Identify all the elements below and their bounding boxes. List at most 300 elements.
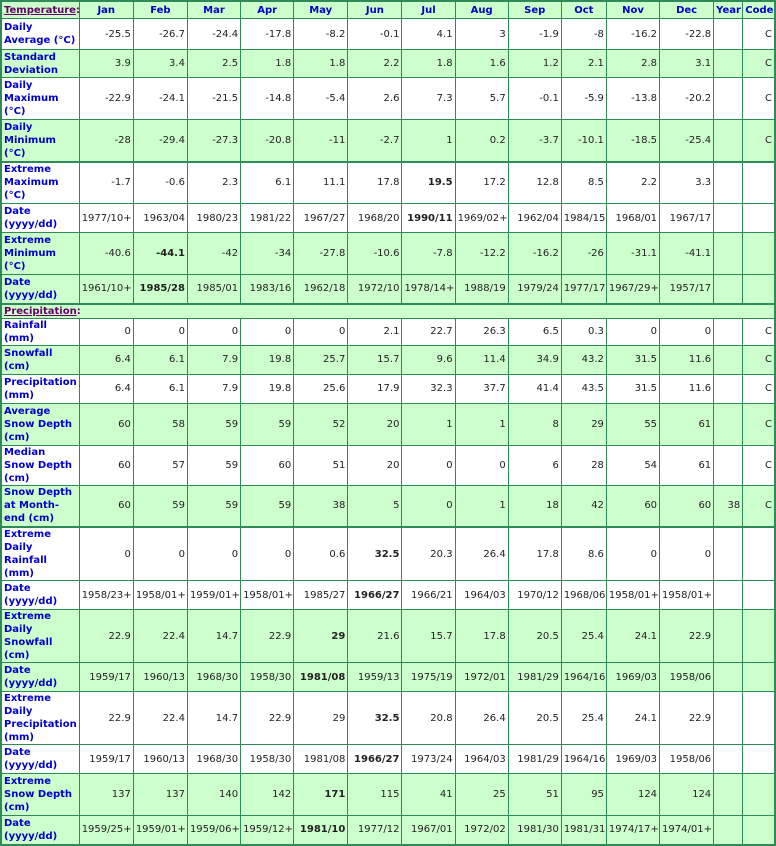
cell-may: 29 — [294, 692, 348, 745]
cell-nov: 0 — [606, 318, 659, 345]
cell-may: -8.2 — [294, 19, 348, 50]
cell-mar: 59 — [187, 445, 240, 485]
cell-may: -27.8 — [294, 233, 348, 275]
table-row — [1, 445, 775, 485]
cell-nov: 31.5 — [606, 345, 659, 374]
cell-feb: 22.4 — [133, 692, 187, 745]
cell-feb: 59 — [133, 485, 187, 527]
cell-may: 11.1 — [294, 162, 348, 204]
cell-feb: -0.6 — [133, 162, 187, 204]
cell-dec: 3.3 — [660, 162, 714, 204]
cell-jun: 15.7 — [348, 345, 402, 374]
cell-code — [743, 204, 775, 233]
cell-aug: 17.2 — [455, 162, 508, 204]
cell-oct: 1964/16 — [561, 663, 606, 692]
cell-apr: 1.8 — [241, 50, 294, 78]
cell-feb: 0 — [133, 527, 187, 581]
cell-apr: 0 — [241, 318, 294, 345]
cell-sep: 1979/24 — [508, 275, 561, 304]
cell-code: C — [743, 318, 775, 345]
cell-sep: 12.8 — [508, 162, 561, 204]
col-feb: Feb — [133, 1, 187, 19]
cell-oct: 1968/06 — [561, 581, 606, 610]
cell-jan: 1977/10+ — [79, 204, 133, 233]
table-row — [1, 581, 775, 610]
cell-apr: 1958/01+ — [241, 581, 294, 610]
cell-year — [714, 233, 743, 275]
cell-feb: 57 — [133, 445, 187, 485]
cell-jan: 22.9 — [79, 610, 133, 663]
cell-aug: -12.2 — [455, 233, 508, 275]
cell-jun: 20 — [348, 445, 402, 485]
cell-jul: 1966/21 — [402, 581, 455, 610]
cell-nov: 124 — [606, 774, 659, 816]
row-label: Daily Average (°C) — [1, 19, 79, 50]
cell-aug: 1964/03 — [455, 581, 508, 610]
cell-mar: -24.4 — [187, 19, 240, 50]
cell-jun: -0.1 — [348, 19, 402, 50]
col-nov: Nov — [606, 1, 659, 19]
cell-jan: 3.9 — [79, 50, 133, 78]
cell-nov: 31.5 — [606, 374, 659, 403]
cell-aug: 11.4 — [455, 345, 508, 374]
cell-aug: 1969/02+ — [455, 204, 508, 233]
cell-year — [714, 120, 743, 162]
cell-dec: 22.9 — [660, 692, 714, 745]
cell-oct: 29 — [561, 403, 606, 445]
cell-may: 1981/10 — [294, 816, 348, 845]
cell-jan: 22.9 — [79, 692, 133, 745]
cell-may: 52 — [294, 403, 348, 445]
cell-year — [714, 78, 743, 120]
table-row — [1, 162, 775, 204]
cell-year — [714, 610, 743, 663]
cell-sep: -0.1 — [508, 78, 561, 120]
row-label: Extreme Minimum (°C) — [1, 233, 79, 275]
cell-feb: -26.7 — [133, 19, 187, 50]
cell-nov: -18.5 — [606, 120, 659, 162]
cell-aug: 26.4 — [455, 527, 508, 581]
header-row — [1, 1, 775, 19]
cell-dec: -25.4 — [660, 120, 714, 162]
cell-sep: 1981/29 — [508, 663, 561, 692]
cell-aug: 1.6 — [455, 50, 508, 78]
cell-code: C — [743, 50, 775, 78]
cell-code — [743, 581, 775, 610]
cell-year — [714, 745, 743, 774]
cell-oct: 25.4 — [561, 610, 606, 663]
cell-mar: 1968/30 — [187, 745, 240, 774]
cell-sep: 1981/30 — [508, 816, 561, 845]
cell-code — [743, 610, 775, 663]
table-row — [1, 663, 775, 692]
col-jul: Jul — [402, 1, 455, 19]
cell-dec: -22.8 — [660, 19, 714, 50]
cell-jul: 0 — [402, 445, 455, 485]
cell-jan: 1958/23+ — [79, 581, 133, 610]
cell-nov: -31.1 — [606, 233, 659, 275]
cell-year — [714, 275, 743, 304]
cell-oct: 1977/17 — [561, 275, 606, 304]
cell-feb: 1985/28 — [133, 275, 187, 304]
cell-nov: 2.2 — [606, 162, 659, 204]
cell-may: 0.6 — [294, 527, 348, 581]
cell-sep: -1.9 — [508, 19, 561, 50]
row-label: Standard Deviation — [1, 50, 79, 78]
cell-feb: 58 — [133, 403, 187, 445]
table-row — [1, 816, 775, 845]
cell-jul: 9.6 — [402, 345, 455, 374]
cell-nov: 0 — [606, 527, 659, 581]
col-jan: Jan — [79, 1, 133, 19]
cell-jul: 32.3 — [402, 374, 455, 403]
row-label: Date (yyyy/dd) — [1, 663, 79, 692]
cell-apr: 142 — [241, 774, 294, 816]
col-aug: Aug — [455, 1, 508, 19]
cell-sep: 41.4 — [508, 374, 561, 403]
cell-oct: 28 — [561, 445, 606, 485]
cell-jul: 1.8 — [402, 50, 455, 78]
cell-mar: 14.7 — [187, 610, 240, 663]
cell-mar: 0 — [187, 318, 240, 345]
table-row — [1, 120, 775, 162]
cell-feb: 1959/01+ — [133, 816, 187, 845]
col-sep: Sep — [508, 1, 561, 19]
cell-aug: 1 — [455, 485, 508, 527]
table-row — [1, 745, 775, 774]
cell-apr: 22.9 — [241, 692, 294, 745]
cell-aug: 0 — [455, 445, 508, 485]
cell-nov: 60 — [606, 485, 659, 527]
cell-dec: -20.2 — [660, 78, 714, 120]
table-row — [1, 233, 775, 275]
cell-sep: 1981/29 — [508, 745, 561, 774]
cell-feb: -24.1 — [133, 78, 187, 120]
cell-year — [714, 581, 743, 610]
cell-jun: -2.7 — [348, 120, 402, 162]
cell-jul: 1 — [402, 120, 455, 162]
cell-aug: 25 — [455, 774, 508, 816]
cell-apr: 60 — [241, 445, 294, 485]
cell-nov: 1974/17+ — [606, 816, 659, 845]
cell-jun: 1968/20 — [348, 204, 402, 233]
table-row — [1, 403, 775, 445]
cell-code — [743, 527, 775, 581]
cell-sep: 34.9 — [508, 345, 561, 374]
cell-oct: 43.5 — [561, 374, 606, 403]
cell-may: 51 — [294, 445, 348, 485]
cell-jul: 22.7 — [402, 318, 455, 345]
row-label: Date (yyyy/dd) — [1, 745, 79, 774]
cell-sep: 51 — [508, 774, 561, 816]
row-label: Extreme Snow Depth (cm) — [1, 774, 79, 816]
cell-dec: 61 — [660, 403, 714, 445]
table-row — [1, 610, 775, 663]
cell-jun: 20 — [348, 403, 402, 445]
table-row — [1, 19, 775, 50]
cell-feb: -29.4 — [133, 120, 187, 162]
cell-jul: 1967/01 — [402, 816, 455, 845]
cell-aug: 1964/03 — [455, 745, 508, 774]
cell-mar: 59 — [187, 403, 240, 445]
col-jun: Jun — [348, 1, 402, 19]
cell-may: 38 — [294, 485, 348, 527]
cell-may: 29 — [294, 610, 348, 663]
cell-year — [714, 403, 743, 445]
cell-mar: -42 — [187, 233, 240, 275]
cell-jan: -40.6 — [79, 233, 133, 275]
col-mar: Mar — [187, 1, 240, 19]
cell-nov: 1969/03 — [606, 663, 659, 692]
cell-feb: 1963/04 — [133, 204, 187, 233]
cell-jan: 1959/17 — [79, 745, 133, 774]
row-label: Date (yyyy/dd) — [1, 816, 79, 845]
cell-mar: 1959/06+ — [187, 816, 240, 845]
row-label: Daily Minimum (°C) — [1, 120, 79, 162]
cell-year — [714, 318, 743, 345]
cell-jul: 0 — [402, 485, 455, 527]
cell-mar: -27.3 — [187, 120, 240, 162]
cell-oct: 43.2 — [561, 345, 606, 374]
cell-jun: -10.6 — [348, 233, 402, 275]
cell-sep: 17.8 — [508, 527, 561, 581]
cell-year — [714, 527, 743, 581]
cell-mar: 1985/01 — [187, 275, 240, 304]
cell-code — [743, 663, 775, 692]
cell-jan: 1959/25+ — [79, 816, 133, 845]
cell-aug: 1972/01 — [455, 663, 508, 692]
cell-apr: 1959/12+ — [241, 816, 294, 845]
cell-jan: 1959/17 — [79, 663, 133, 692]
cell-nov: 1967/29+ — [606, 275, 659, 304]
cell-jun: 5 — [348, 485, 402, 527]
precipitation-section-row — [1, 304, 775, 319]
cell-dec: 1967/17 — [660, 204, 714, 233]
cell-nov: 24.1 — [606, 610, 659, 663]
cell-year — [714, 663, 743, 692]
cell-oct: 0.3 — [561, 318, 606, 345]
temperature-body — [1, 19, 775, 304]
cell-code — [743, 275, 775, 304]
cell-sep: -16.2 — [508, 233, 561, 275]
cell-nov: 1969/03 — [606, 745, 659, 774]
cell-year — [714, 50, 743, 78]
row-label: Date (yyyy/dd) — [1, 581, 79, 610]
cell-feb: 3.4 — [133, 50, 187, 78]
cell-sep: 1.2 — [508, 50, 561, 78]
cell-jan: 6.4 — [79, 345, 133, 374]
cell-jan: -22.9 — [79, 78, 133, 120]
cell-dec: 3.1 — [660, 50, 714, 78]
cell-jun: 21.6 — [348, 610, 402, 663]
cell-jan: 60 — [79, 485, 133, 527]
cell-dec: 1974/01+ — [660, 816, 714, 845]
cell-apr: 59 — [241, 485, 294, 527]
cell-sep: 6.5 — [508, 318, 561, 345]
cell-jun: 2.6 — [348, 78, 402, 120]
cell-feb: 1960/13 — [133, 663, 187, 692]
row-label: Average Snow Depth (cm) — [1, 403, 79, 445]
cell-code: C — [743, 374, 775, 403]
cell-apr: 6.1 — [241, 162, 294, 204]
cell-dec: 1958/06 — [660, 663, 714, 692]
cell-feb: -44.1 — [133, 233, 187, 275]
precipitation-body — [1, 304, 775, 845]
cell-dec: 60 — [660, 485, 714, 527]
temperature-link[interactable]: Temperature — [4, 4, 76, 16]
cell-code — [743, 692, 775, 745]
cell-jan: 6.4 — [79, 374, 133, 403]
cell-code — [743, 745, 775, 774]
precipitation-link[interactable]: Precipitation — [4, 305, 77, 317]
cell-jul: 19.5 — [402, 162, 455, 204]
cell-may: -5.4 — [294, 78, 348, 120]
cell-aug: 3 — [455, 19, 508, 50]
col-dec: Dec — [660, 1, 714, 19]
cell-code: C — [743, 445, 775, 485]
cell-mar: 140 — [187, 774, 240, 816]
cell-jan: -25.5 — [79, 19, 133, 50]
cell-mar: 2.5 — [187, 50, 240, 78]
row-label: Median Snow Depth (cm) — [1, 445, 79, 485]
cell-dec: 11.6 — [660, 345, 714, 374]
cell-oct: 8.5 — [561, 162, 606, 204]
col-code: Code — [743, 1, 775, 19]
cell-feb: 6.1 — [133, 374, 187, 403]
cell-mar: 7.9 — [187, 345, 240, 374]
cell-apr: 0 — [241, 527, 294, 581]
cell-mar: 1968/30 — [187, 663, 240, 692]
cell-jan: 60 — [79, 445, 133, 485]
row-label: Extreme Maximum (°C) — [1, 162, 79, 204]
cell-may: -11 — [294, 120, 348, 162]
row-label: Rainfall (mm) — [1, 318, 79, 345]
table-row — [1, 692, 775, 745]
cell-jul: 20.8 — [402, 692, 455, 745]
cell-feb: 1960/13 — [133, 745, 187, 774]
col-year: Year — [714, 1, 743, 19]
cell-year — [714, 204, 743, 233]
cell-dec: 11.6 — [660, 374, 714, 403]
cell-sep: 6 — [508, 445, 561, 485]
cell-sep: 20.5 — [508, 692, 561, 745]
cell-oct: -10.1 — [561, 120, 606, 162]
table-row — [1, 527, 775, 581]
cell-year — [714, 345, 743, 374]
cell-sep: 18 — [508, 485, 561, 527]
cell-may: 0 — [294, 318, 348, 345]
cell-jul: 1 — [402, 403, 455, 445]
cell-aug: 37.7 — [455, 374, 508, 403]
cell-may: 1.8 — [294, 50, 348, 78]
cell-nov: 54 — [606, 445, 659, 485]
table-row — [1, 78, 775, 120]
cell-dec: 1958/01+ — [660, 581, 714, 610]
cell-apr: 1983/16 — [241, 275, 294, 304]
cell-aug: 5.7 — [455, 78, 508, 120]
cell-oct: 95 — [561, 774, 606, 816]
table-row — [1, 374, 775, 403]
cell-may: 171 — [294, 774, 348, 816]
cell-jan: 0 — [79, 318, 133, 345]
cell-feb: 137 — [133, 774, 187, 816]
cell-jul: 1975/19 — [402, 663, 455, 692]
cell-apr: 22.9 — [241, 610, 294, 663]
cell-jul: 41 — [402, 774, 455, 816]
table-row — [1, 318, 775, 345]
cell-mar: 0 — [187, 527, 240, 581]
cell-mar: 1959/01+ — [187, 581, 240, 610]
cell-jun: 32.5 — [348, 692, 402, 745]
cell-feb: 22.4 — [133, 610, 187, 663]
cell-jul: 1973/24 — [402, 745, 455, 774]
cell-jan: 0 — [79, 527, 133, 581]
row-label: Extreme Daily Snowfall (cm) — [1, 610, 79, 663]
cell-apr: -14.8 — [241, 78, 294, 120]
row-label: Date (yyyy/dd) — [1, 275, 79, 304]
row-label: Snow Depth at Month-end (cm) — [1, 485, 79, 527]
cell-jan: 60 — [79, 403, 133, 445]
cell-aug: 0.2 — [455, 120, 508, 162]
cell-code: C — [743, 485, 775, 527]
cell-nov: 1958/01+ — [606, 581, 659, 610]
cell-jun: 1966/27 — [348, 745, 402, 774]
cell-aug: 17.8 — [455, 610, 508, 663]
cell-jun: 2.2 — [348, 50, 402, 78]
cell-nov: -16.2 — [606, 19, 659, 50]
cell-dec: 0 — [660, 527, 714, 581]
cell-dec: 0 — [660, 318, 714, 345]
cell-code: C — [743, 120, 775, 162]
col-oct: Oct — [561, 1, 606, 19]
cell-year — [714, 374, 743, 403]
cell-apr: 1981/22 — [241, 204, 294, 233]
row-label: Extreme Daily Rainfall (mm) — [1, 527, 79, 581]
cell-oct: 8.6 — [561, 527, 606, 581]
cell-may: 1967/27 — [294, 204, 348, 233]
cell-code — [743, 162, 775, 204]
cell-dec: 22.9 — [660, 610, 714, 663]
cell-mar: -21.5 — [187, 78, 240, 120]
cell-nov: 1968/01 — [606, 204, 659, 233]
cell-nov: 55 — [606, 403, 659, 445]
cell-apr: 19.8 — [241, 345, 294, 374]
cell-apr: -17.8 — [241, 19, 294, 50]
cell-aug: 1 — [455, 403, 508, 445]
temperature-section-header: Temperature: — [1, 1, 79, 19]
cell-oct: -26 — [561, 233, 606, 275]
col-may: May — [294, 1, 348, 19]
cell-oct: 1984/15 — [561, 204, 606, 233]
cell-jul: 1978/14+ — [402, 275, 455, 304]
row-label: Precipitation (mm) — [1, 374, 79, 403]
cell-may: 25.6 — [294, 374, 348, 403]
row-label: Snowfall (cm) — [1, 345, 79, 374]
cell-sep: 8 — [508, 403, 561, 445]
cell-jul: 15.7 — [402, 610, 455, 663]
cell-jun: 17.9 — [348, 374, 402, 403]
cell-aug: 26.3 — [455, 318, 508, 345]
cell-oct: -5.9 — [561, 78, 606, 120]
cell-sep: 1962/04 — [508, 204, 561, 233]
cell-year — [714, 692, 743, 745]
cell-oct: 42 — [561, 485, 606, 527]
cell-year — [714, 816, 743, 845]
cell-apr: -20.8 — [241, 120, 294, 162]
cell-nov: -13.8 — [606, 78, 659, 120]
row-label: Extreme Daily Precipitation (mm) — [1, 692, 79, 745]
cell-code — [743, 233, 775, 275]
